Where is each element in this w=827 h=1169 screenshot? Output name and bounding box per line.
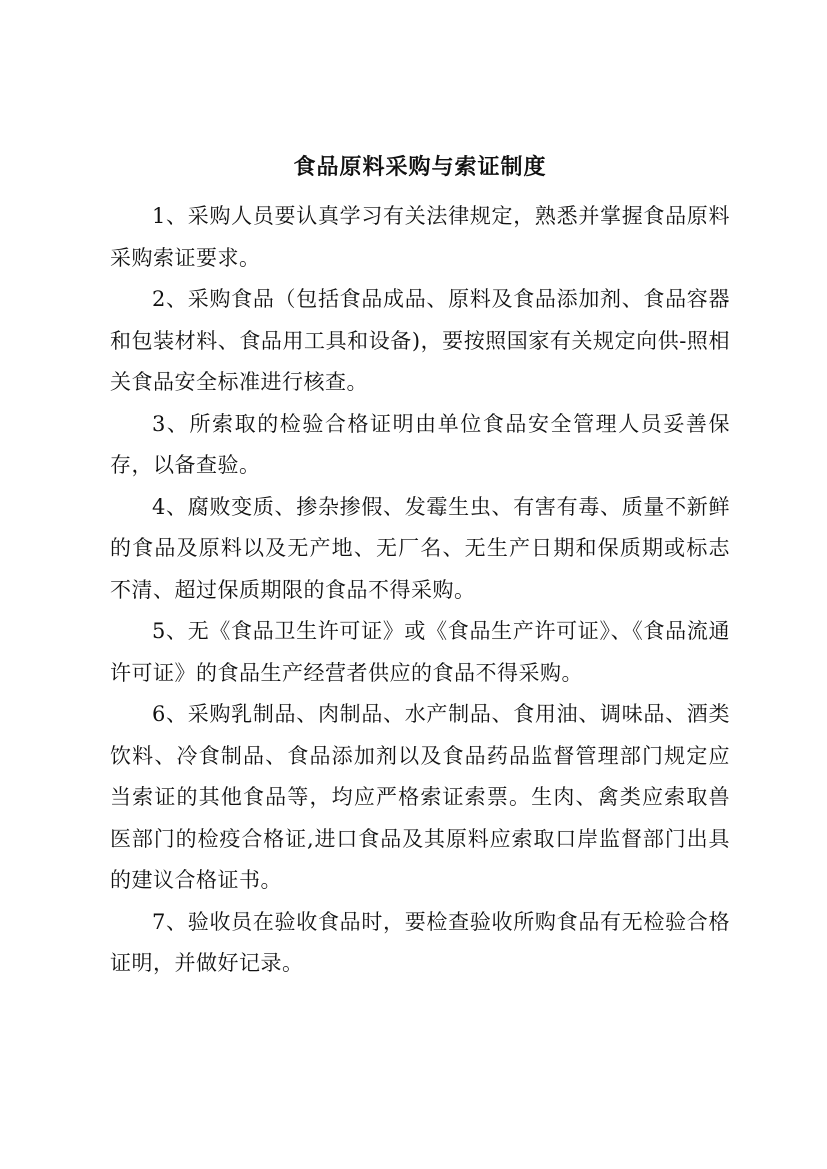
paragraph-1: 1、采购人员要认真学习有关法律规定，熟悉并掌握食品原料采购索证要求。 bbox=[110, 204, 730, 270]
paragraph-5: 5、无《食品卫生许可证》或《食品生产许可证》、《食品流通许可证》的食品生产经营者供应的食品不得采购。 bbox=[110, 619, 730, 685]
paragraph-3: 3、所索取的检验合格证明由单位食品安全管理人员妥善保存，以备查验。 bbox=[110, 411, 730, 477]
paragraph-7: 7、验收员在验收食品时，要检查验收所购食品有无检验合格证明，并做好记录。 bbox=[110, 909, 730, 975]
paragraph-4: 4、腐败变质、掺杂掺假、发霉生虫、有害有毒、质量不新鲜的食品及原料以及无产地、无厂名、无生产日期和保质期或标志不清、超过保质期限的食品不得采购。 bbox=[110, 494, 730, 602]
document-title: 食品原料采购与索证制度 bbox=[293, 154, 547, 180]
paragraph-6: 6、采购乳制品、肉制品、水产制品、食用油、调味品、酒类饮料、冷食制品、食品添加剂以及食品药品监督管理部门规定应当索证的其他食品等，均应严格索证索票。生肉、禽类应索取兽医部门的检疫合格证,进口食品及其原料应索取口岸监督部门出具的建议合格证书。 bbox=[110, 702, 730, 892]
document-page bbox=[110, 150, 730, 985]
paragraph-2: 2、采购食品（包括食品成品、原料及食品添加剂、食品容器和包装材料、食品用工具和设备)，要按照国家有关规定向供-照相关食品安全标准进行核查。 bbox=[110, 287, 730, 394]
